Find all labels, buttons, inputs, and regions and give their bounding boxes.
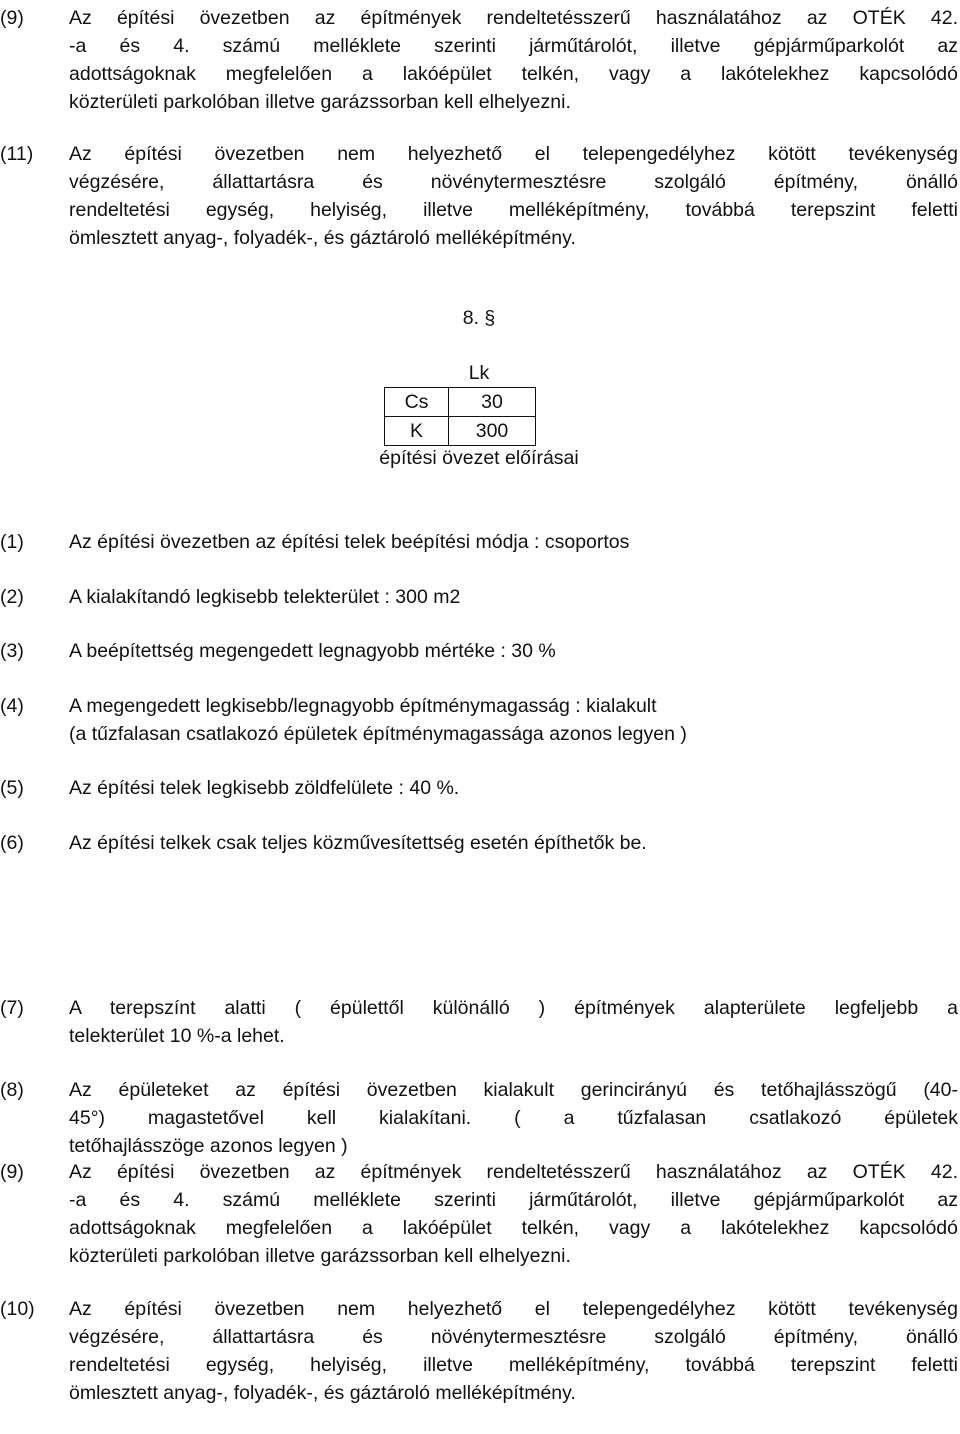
item-number: (6)	[0, 832, 24, 854]
item-1	[0, 528, 958, 556]
item-number: (5)	[0, 777, 24, 799]
item-6	[0, 829, 958, 857]
item-number: (1)	[0, 531, 24, 553]
paragraph-body	[69, 4, 958, 116]
text-line: Az építési övezetben nem helyezhető el telepengedélyhez kötött tevékenység	[69, 1298, 958, 1320]
text-line: telekterület 10 %-a lehet.	[69, 1025, 285, 1047]
text-line: Az építési övezetben nem helyezhető el telepengedélyhez kötött tevékenység	[69, 143, 958, 165]
zone-parameter-table	[384, 387, 536, 446]
text-line: rendeltetési egység, helyiség, illetve melléképítmény, továbbá terepszint feletti	[69, 199, 958, 221]
text-line: rendeltetési egység, helyiség, illetve melléképítmény, továbbá terepszint feletti	[69, 1354, 958, 1376]
text-line: A beépítettség megengedett legnagyobb mértéke : 30 %	[69, 640, 556, 662]
table-cell-key: K	[385, 417, 449, 446]
text-line: adottságoknak megfelelően a lakóépület telkén, vagy a lakótelekhez kapcsolódó	[69, 63, 958, 85]
table-row	[385, 417, 536, 446]
item-number: (3)	[0, 640, 24, 662]
text-line: Az épületeket az építési övezetben kialakult gerincirányú és tetőhajlásszögű (40-	[69, 1079, 958, 1101]
item-9	[0, 1158, 958, 1270]
item-10	[0, 1295, 958, 1407]
item-number: (8)	[0, 1079, 24, 1101]
text-line: végzésére, állattartásra és növénytermesztésre szolgáló építmény, önálló	[69, 1326, 958, 1348]
item-7	[0, 994, 958, 1050]
table-cell-key: Cs	[385, 388, 449, 417]
text-line: Az építési övezetben az építmények rendeltetésszerű használatához az OTÉK 42.	[69, 7, 958, 29]
item-3	[0, 637, 958, 665]
text-line: Az építési övezetben az építési telek beépítési módja : csoportos	[69, 531, 630, 553]
table-row	[385, 388, 536, 417]
table-cell-value: 300	[449, 417, 536, 446]
item-5	[0, 774, 958, 802]
text-line: -a és 4. számú melléklete szerinti járműtárolót, illetve gépjárműparkolót az	[69, 1189, 958, 1211]
text-line: -a és 4. számú melléklete szerinti járműtárolót, illetve gépjárműparkolót az	[69, 35, 958, 57]
item-number: (2)	[0, 586, 24, 608]
text-line: Az építési telkek csak teljes közművesítettség esetén építhetők be.	[69, 832, 647, 854]
item-2	[0, 583, 958, 611]
text-line: 45°) magastetővel kell kialakítani. ( a tűzfalasan csatlakozó épületek	[69, 1107, 958, 1129]
item-8	[0, 1076, 958, 1160]
text-line: A megengedett legkisebb/legnagyobb építménymagasság : kialakult	[69, 695, 657, 717]
paragraph-number: (11)	[0, 143, 34, 165]
table-cell-value: 30	[449, 388, 536, 417]
item-number: (9)	[0, 1161, 24, 1183]
item-number: (4)	[0, 695, 24, 717]
text-line: adottságoknak megfelelően a lakóépület telkén, vagy a lakótelekhez kapcsolódó	[69, 1217, 958, 1239]
text-line: Az építési övezetben az építmények rendeltetésszerű használatához az OTÉK 42.	[69, 1161, 958, 1183]
section-title: 8. §	[462, 307, 496, 329]
text-line: (a tűzfalasan csatlakozó épületek építménymagassága azonos legyen )	[69, 723, 687, 745]
zone-code: Lk	[468, 362, 490, 384]
text-line: közterületi parkolóban illetve garázssorban kell elhelyezni.	[69, 1245, 571, 1267]
item-4	[0, 692, 958, 748]
paragraph-number: (9)	[0, 7, 24, 29]
text-line: tetőhajlásszöge azonos legyen )	[69, 1135, 348, 1157]
paragraph-11-top	[0, 140, 958, 252]
paragraph-body	[69, 140, 958, 252]
paragraph-9-top	[0, 4, 958, 116]
text-line: ömlesztett anyag-, folyadék-, és gáztároló melléképítmény.	[69, 227, 576, 249]
text-line: végzésére, állattartásra és növénytermesztésre szolgáló építmény, önálló	[69, 171, 958, 193]
text-line: A terepszínt alatti ( épülettől különálló ) építmények alapterülete legfeljebb a	[69, 997, 958, 1019]
text-line: ömlesztett anyag-, folyadék-, és gáztároló melléképítmény.	[69, 1382, 576, 1404]
text-line: A kialakítandó legkisebb telekterület : 300 m2	[69, 586, 461, 608]
item-number: (10)	[0, 1298, 35, 1320]
item-number: (7)	[0, 997, 24, 1019]
section-subtitle: építési övezet előírásai	[379, 447, 579, 469]
text-line: közterületi parkolóban illetve garázssorban kell elhelyezni.	[69, 91, 571, 113]
text-line: Az építési telek legkisebb zöldfelülete : 40 %.	[69, 777, 460, 799]
